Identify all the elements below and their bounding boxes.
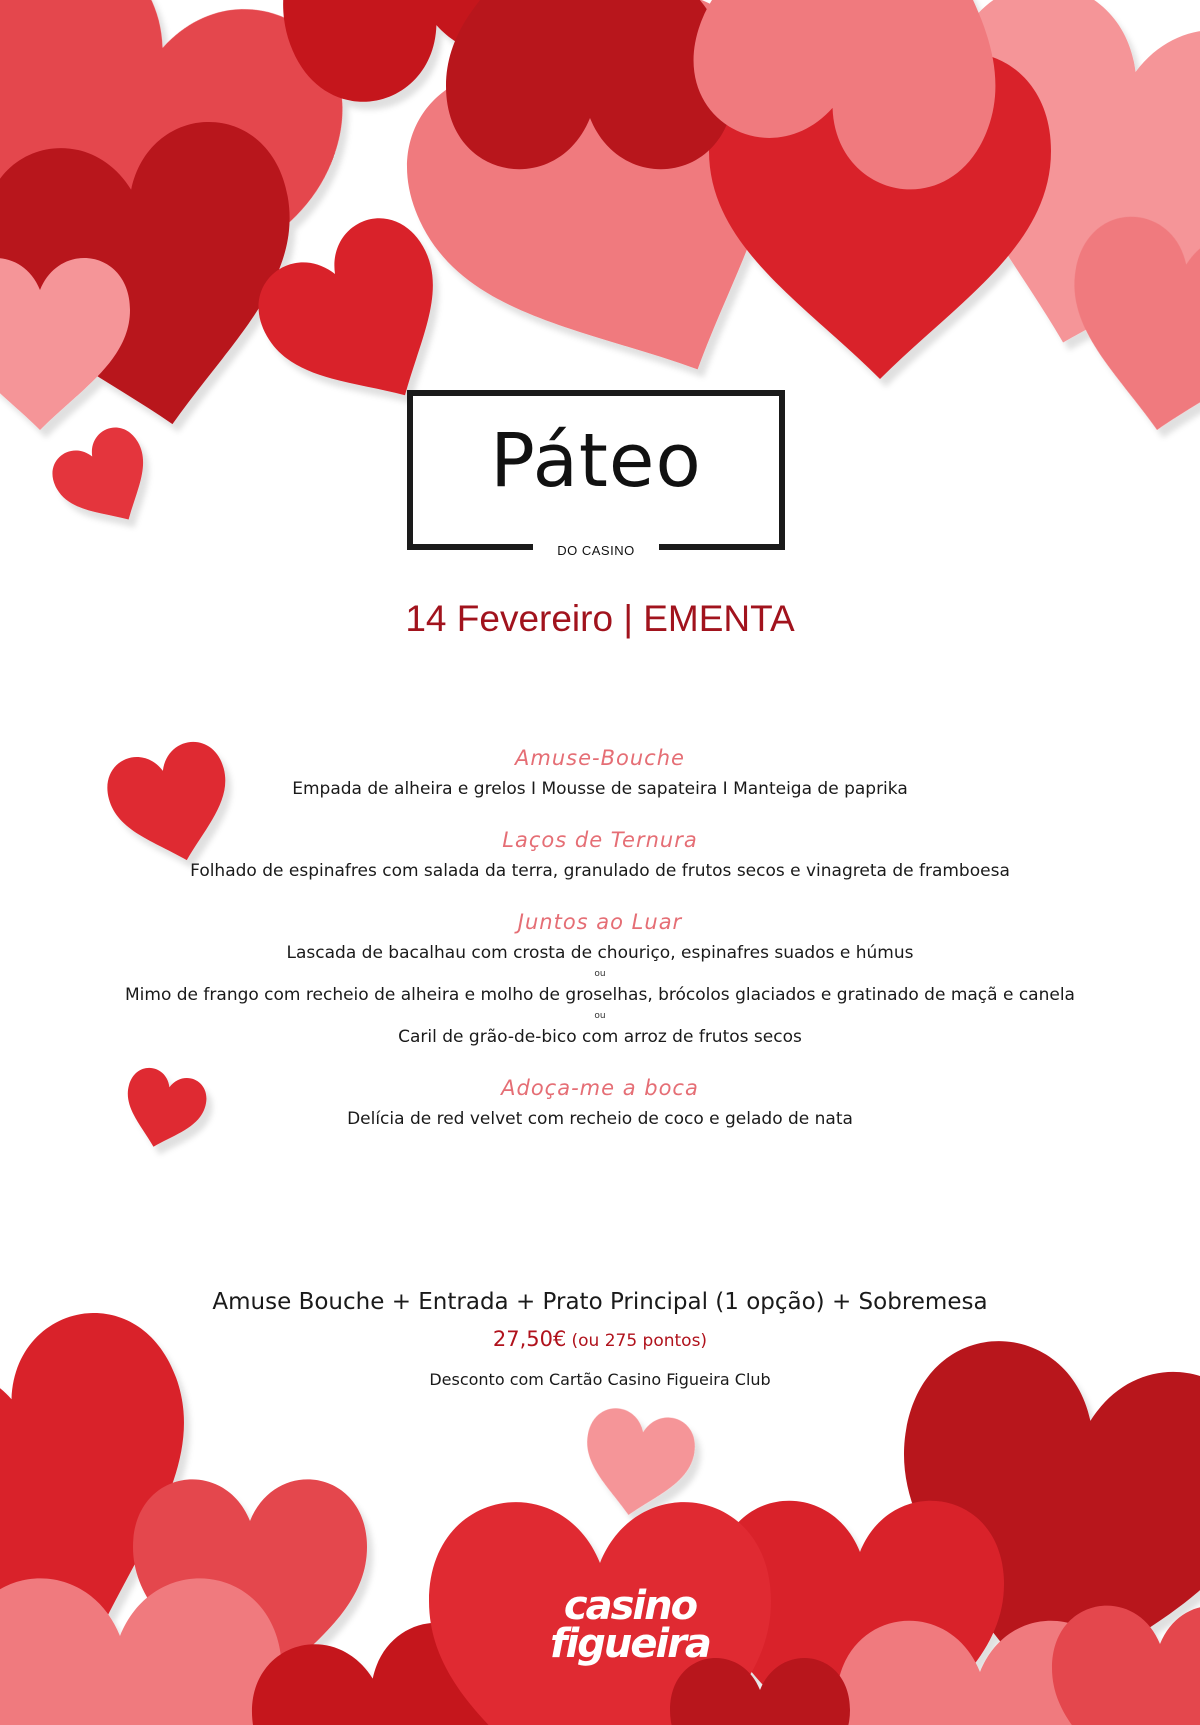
price-points: (ou 275 pontos) bbox=[571, 1331, 708, 1351]
course-main bbox=[0, 906, 1200, 1052]
or-separator: ou bbox=[594, 1011, 606, 1021]
brand-line-2: figueira bbox=[550, 1621, 710, 1667]
brand-line-1: casino bbox=[563, 1583, 697, 1629]
price-row bbox=[0, 1322, 1200, 1358]
logo bbox=[407, 390, 785, 558]
dish: Folhado de espinafres com salada da terra, granulado de frutos secos e vinagreta de framboesa bbox=[190, 861, 1010, 881]
dish: Delícia de red velvet com recheio de coco e gelado de nata bbox=[347, 1109, 853, 1129]
course-title: Juntos ao Luar bbox=[517, 910, 683, 934]
menu-title: 14 Fevereiro | EMENTA bbox=[405, 598, 795, 639]
casino-figueira-logo bbox=[530, 1583, 730, 1667]
course-title: Amuse-Bouche bbox=[515, 746, 685, 770]
logo-subtitle: DO CASINO bbox=[533, 543, 659, 558]
course-amuse-bouche bbox=[0, 742, 1200, 804]
course-starter bbox=[0, 824, 1200, 886]
course-dessert bbox=[0, 1072, 1200, 1134]
offer-block bbox=[0, 1282, 1200, 1402]
or-separator: ou bbox=[594, 969, 606, 979]
price: 27,50€ bbox=[492, 1327, 567, 1351]
dish: Empada de alheira e grelos I Mousse de sapateira I Manteiga de paprika bbox=[292, 779, 908, 799]
menu-list bbox=[0, 742, 1200, 1154]
course-title: Laços de Ternura bbox=[502, 828, 698, 852]
course-title: Adoça-me a boca bbox=[501, 1076, 699, 1100]
dish: Mimo de frango com recheio de alheira e molho de groselhas, brócolos glaciados e gratinado de maçã e canela bbox=[125, 985, 1075, 1005]
offer-composition: Amuse Bouche + Entrada + Prato Principal (1 opção) + Sobremesa bbox=[212, 1289, 988, 1315]
dish: Lascada de bacalhau com crosta de chouriço, espinafres suados e húmus bbox=[286, 943, 914, 963]
discount-note: Desconto com Cartão Casino Figueira Club bbox=[429, 1370, 771, 1389]
logo-name: Páteo bbox=[490, 418, 702, 504]
dish: Caril de grão-de-bico com arroz de frutos secos bbox=[398, 1027, 802, 1047]
